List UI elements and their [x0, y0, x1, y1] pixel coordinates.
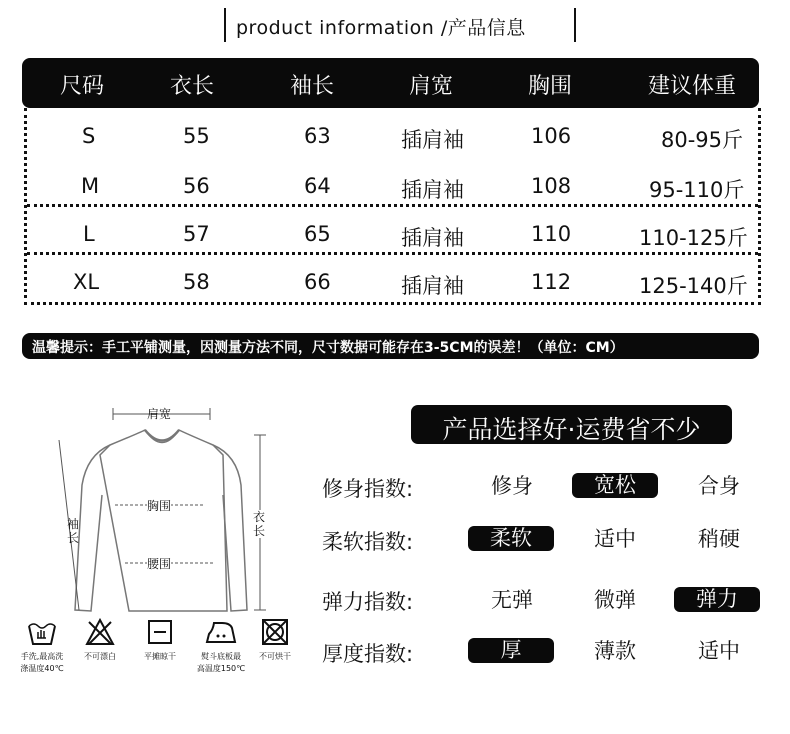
notice-text: 温馨提示：手工平铺测量，因测量方法不同，尺寸数据可能存在3-5CM的误差！（单位：CM） — [32, 340, 624, 356]
length-label: 衣长 — [253, 510, 266, 538]
care-text: 平摊晾干 — [144, 652, 176, 661]
care-text: 不可漂白 — [84, 652, 116, 661]
cell-shoulder: 插肩袖 — [401, 226, 464, 250]
waist-label: 腰围 — [147, 557, 172, 571]
care-item — [75, 618, 125, 662]
cell-chest: 106 — [531, 124, 572, 148]
cell-size: S — [82, 124, 96, 148]
cell-size: L — [83, 222, 95, 246]
cell-weight: 95-110斤 — [649, 178, 745, 202]
softness-option-stiff: 稍硬 — [698, 527, 740, 551]
fit-option-loose: 宽松 — [572, 473, 658, 498]
cell-weight: 110-125斤 — [639, 226, 748, 250]
elasticity-option-slight: 微弹 — [594, 588, 636, 612]
row-separator — [27, 252, 758, 255]
cell-shoulder: 插肩袖 — [401, 274, 464, 298]
header-shoulder: 肩宽 — [409, 74, 454, 99]
care-text: 不可烘干 — [259, 652, 291, 661]
cell-chest: 108 — [531, 174, 572, 198]
softness-index-label: 柔软指数: — [322, 530, 414, 554]
cell-sleeve: 66 — [304, 270, 331, 294]
care-item — [17, 618, 67, 674]
row-separator — [27, 204, 758, 207]
flat-dry-icon — [145, 618, 175, 646]
title-text: product information /产品信息 — [236, 17, 526, 39]
cell-size: M — [81, 174, 100, 198]
cell-shoulder: 插肩袖 — [401, 178, 464, 202]
chest-label: 胸围 — [147, 499, 172, 513]
elasticity-index-label: 弹力指数: — [322, 590, 414, 614]
cell-size: XL — [73, 270, 100, 294]
selection-title — [411, 405, 732, 444]
cell-weight: 80-95斤 — [661, 128, 744, 152]
softness-option-soft: 柔软 — [468, 526, 554, 551]
care-text: 涤温度40℃ — [20, 664, 64, 673]
shoulder-label: 肩宽 — [147, 407, 172, 421]
header-sleeve: 袖长 — [290, 74, 335, 99]
fit-index-label: 修身指数: — [322, 477, 414, 501]
header-length: 衣长 — [170, 74, 215, 99]
selection-title-text: 产品选择好·运费省不少 — [442, 415, 701, 444]
measurement-notice — [22, 333, 759, 359]
cell-weight: 125-140斤 — [639, 274, 748, 298]
title-divider-right — [574, 8, 576, 42]
header-weight: 建议体重 — [648, 74, 737, 99]
fit-option-regular: 合身 — [698, 474, 740, 498]
care-text: 熨斗底板最 — [201, 652, 241, 661]
cell-chest: 112 — [531, 270, 572, 294]
no-tumble-dry-icon — [260, 618, 290, 646]
thickness-index-label: 厚度指数: — [322, 642, 414, 666]
care-text: 高温度150℃ — [196, 664, 246, 673]
thickness-option-thick: 厚 — [468, 638, 554, 663]
thickness-option-medium: 适中 — [698, 639, 740, 663]
cell-sleeve: 65 — [304, 222, 331, 246]
header-chest: 胸围 — [528, 74, 573, 99]
size-table-body — [24, 108, 761, 305]
care-item — [135, 618, 185, 662]
cell-length: 55 — [183, 124, 210, 148]
cell-chest: 110 — [531, 222, 572, 246]
cell-sleeve: 64 — [304, 174, 331, 198]
title-divider-left — [224, 8, 226, 42]
elasticity-option-none: 无弹 — [491, 588, 533, 612]
cell-shoulder: 插肩袖 — [401, 128, 464, 152]
cell-length: 58 — [183, 270, 210, 294]
cell-sleeve: 63 — [304, 124, 331, 148]
elasticity-option-stretch: 弹力 — [674, 587, 760, 612]
care-item — [250, 618, 300, 662]
header-size: 尺码 — [60, 74, 105, 99]
garment-diagram — [55, 395, 285, 625]
thickness-option-thin: 薄款 — [594, 639, 636, 663]
no-bleach-icon — [85, 618, 115, 646]
size-table-header — [22, 58, 759, 108]
cell-length: 56 — [183, 174, 210, 198]
cell-length: 57 — [183, 222, 210, 246]
fit-option-slim: 修身 — [491, 474, 533, 498]
hand-wash-icon — [27, 618, 57, 646]
sleeve-label: 袖长 — [67, 517, 80, 545]
care-item — [196, 618, 246, 674]
softness-option-medium: 适中 — [594, 527, 636, 551]
care-text: 手洗,最高洗 — [20, 652, 64, 661]
iron-icon — [204, 618, 238, 646]
size-table — [22, 58, 759, 304]
product-info-title — [224, 8, 576, 42]
